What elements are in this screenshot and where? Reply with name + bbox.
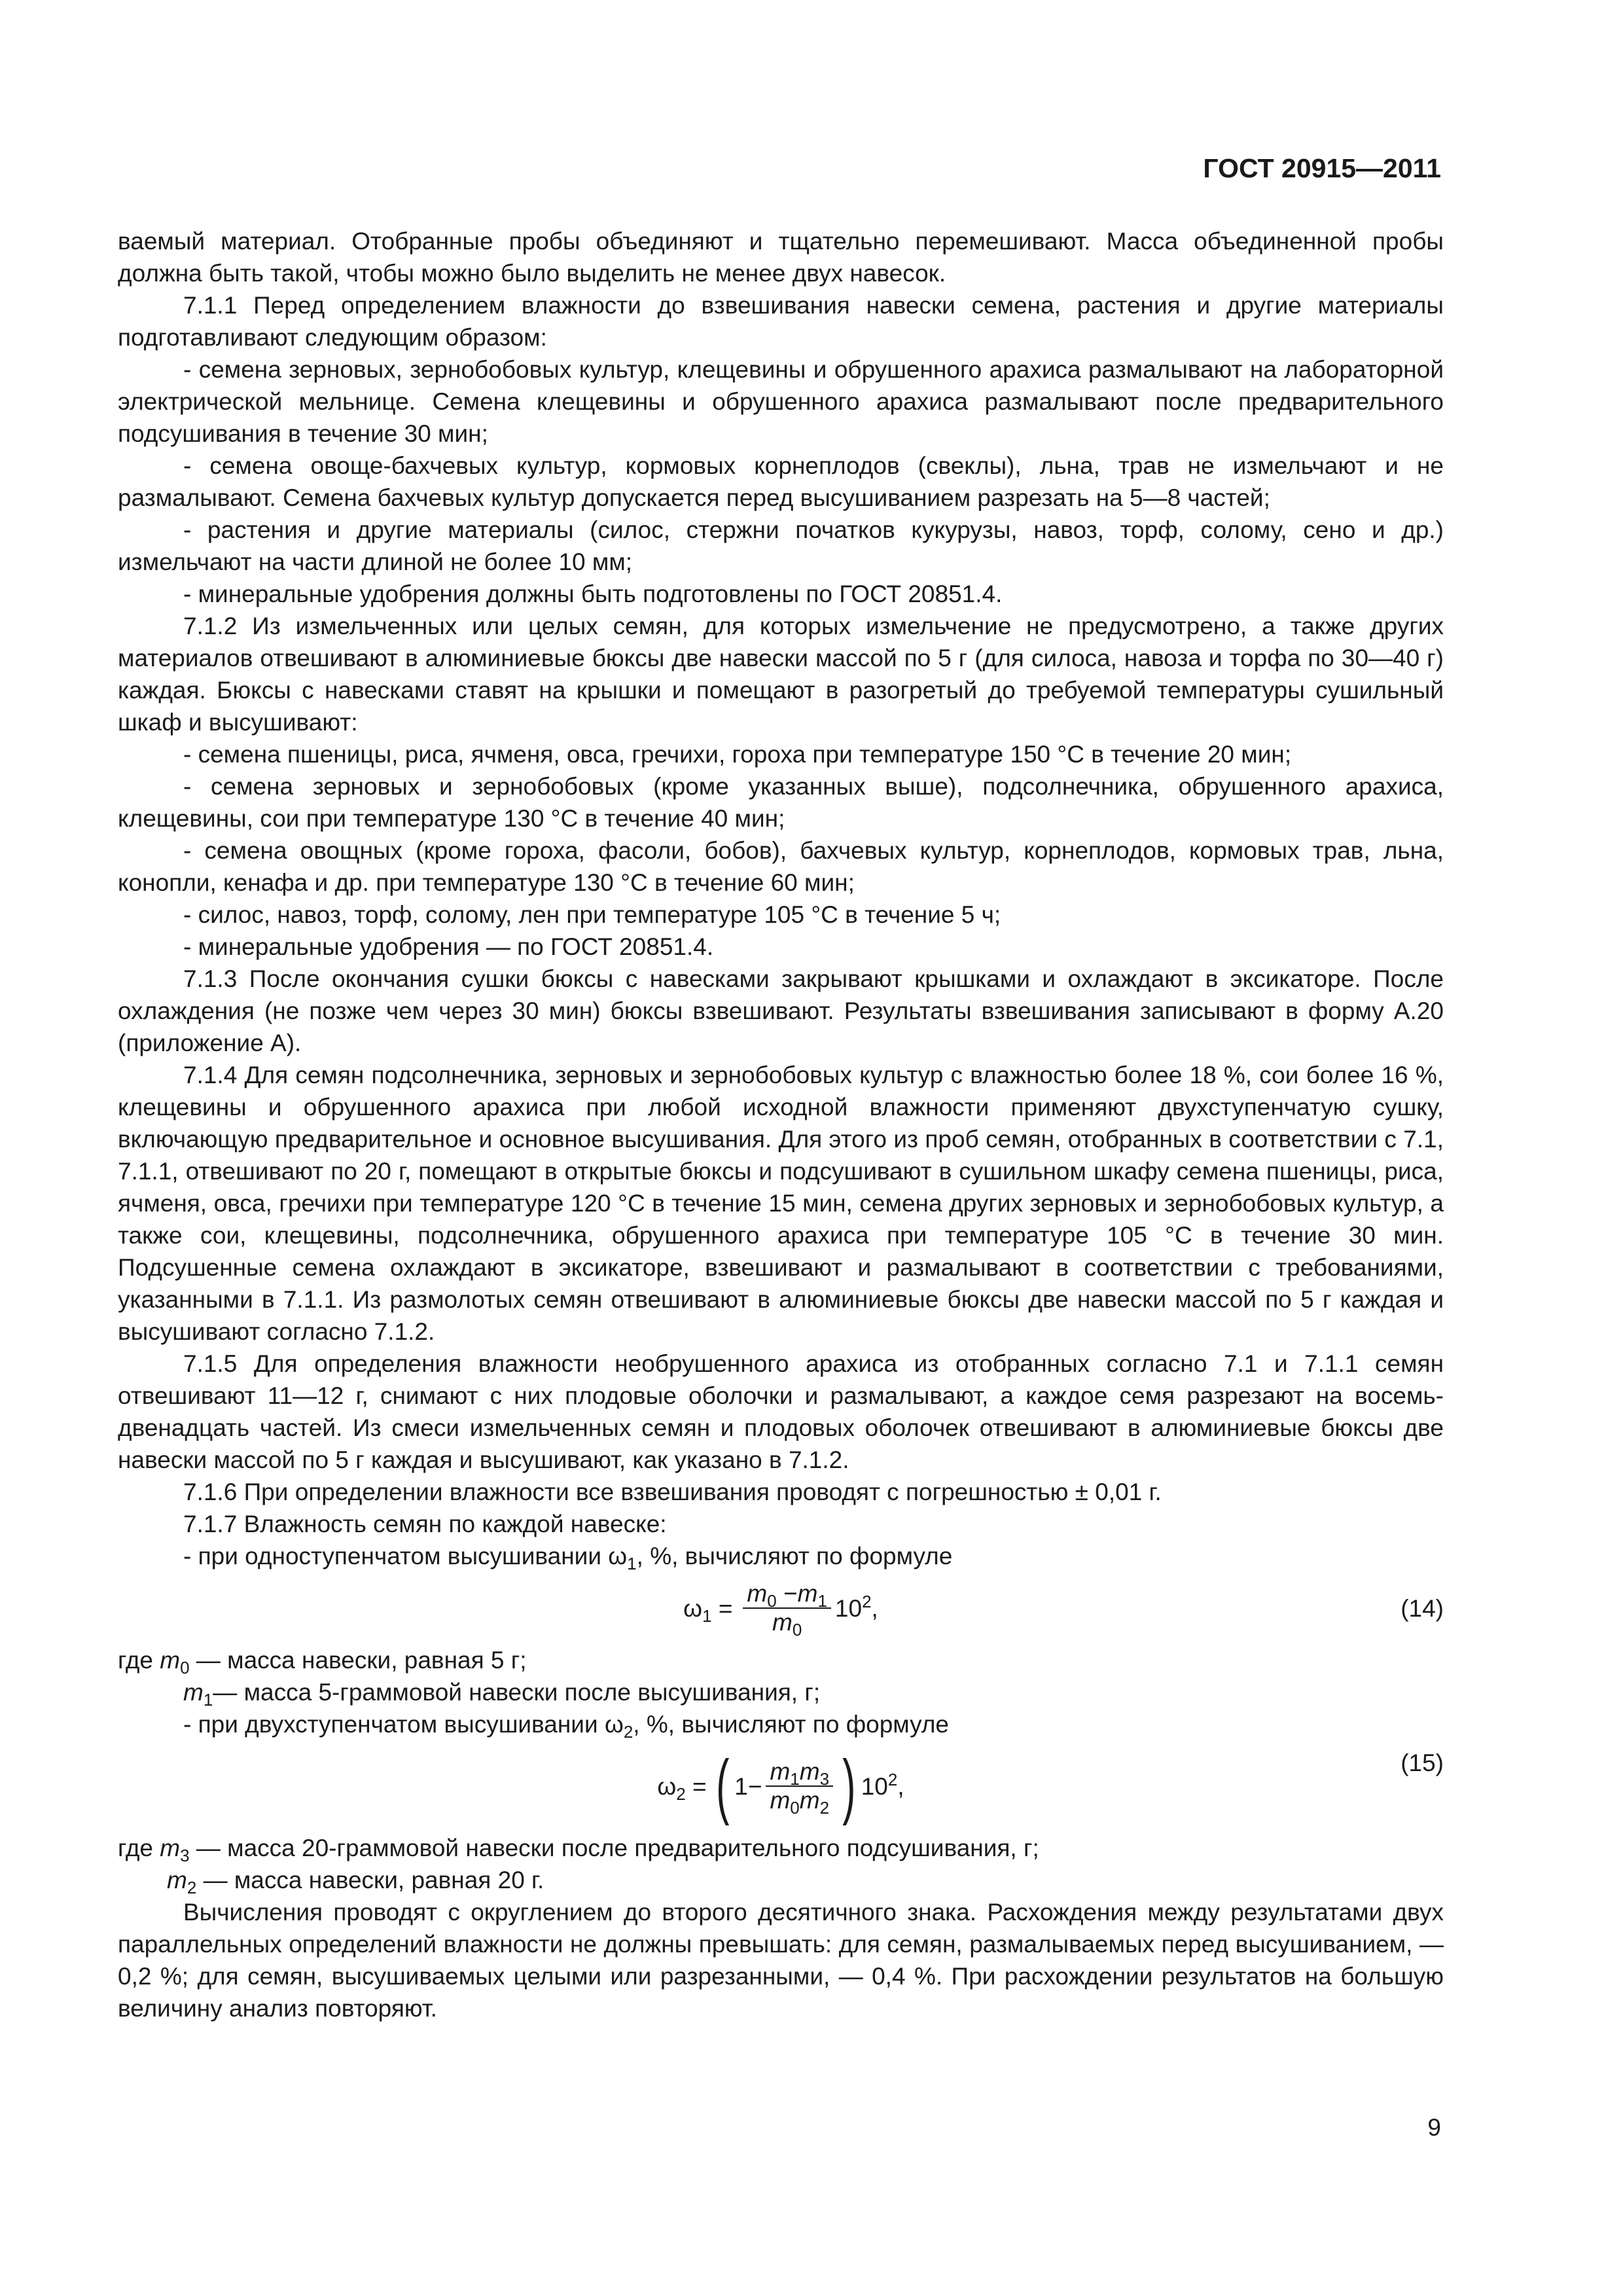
list-item: - при двухступенчатом высушивании $\omega_2$, %, вычисляют по формуле [183,1711,949,1742]
where-line: $m_1—$ масса 5-граммовой навески после высушивания, г; [183,1679,821,1710]
where-line: где $m_0$ — масса навески, равная 5 г; [118,1647,527,1677]
paragraph-7-1-5: 7.1.5 Для определения влажности необрушенного арахиса из отобранных согласно 7.1 и 7.1.1 семян отвешивают 11—12 г, снимают с них плодовые оболочки и размалывают, а каждое семя разрезают на восемь-двенадцать частей. Из смеси измельченных семян и плодовых оболочек отвешивают в алюминиевые бюксы две навески массой по 5 г каждая и высушивают, как указано в 7.1.2. [118,1350,1444,1473]
paragraph-7-1-6: 7.1.6 При определении влажности все взвешивания проводят с погрешностью ± 0,01 г. [183,1479,1162,1505]
document-header: ГОСТ 20915—2011 [1203,153,1441,183]
paragraph-7-1-4: 7.1.4 Для семян подсолнечника, зерновых и зернобобовых культур с влажностью более 18 %, сои более 16 %, клещевины и обрушенного арахиса при любой исходной влажности применяют двухступенчатую сушку, включающую предварительное и основное высушивания. Для этого из проб семян, отобранных в соответствии с 7.1, 7.1.1, отвешивают по 20 г, помещают в открытые бюксы и подсушивают в сушильном шкафу семена пшеницы, риса, ячменя, овса, гречихи при температуре 120 °С в течение 15 мин, семена других зерновых и зернобобовых культур, а также сои, клещевины, подсолнечника, обрушенного арахиса при температуре 105 °С в течение 30 мин. Подсушенные семена охлаждают в эксикаторе, взвешивают и размалывают в соответствии с требованиями, указанными в 7.1.1. Из размолотых семян отвешивают в алюминиевые бюксы две навески массой по 5 г каждая и высушивают согласно 7.1.2. [118,1062,1444,1345]
formula-number: (14) [1400,1594,1444,1622]
list-item: - семена пшеницы, риса, ячменя, овса, гречихи, гороха при температуре 150 °С в течение 20 мин; [183,741,1292,768]
formula-15: $\omega_2$ = ( 1− $\frac{m_1m_3}{m_0m_2}$ ) $10^2$, (15) [657,1746,1444,1826]
list-item: - силос, навоз, торф, солому, лен при температуре 105 °С в течение 5 ч; [183,901,1001,928]
fraction: $\frac{m_1m_3}{m_0m_2}$ [766,1758,833,1814]
paragraph: ваемый материал. Отобранные пробы объединяют и тщательно перемешивают. Масса объединенной пробы должна быть такой, чтобы можно было выделить не менее двух навесок. [118,228,1444,287]
where-line: где $m_3$ — масса 20-граммовой навески после предварительного подсушивания, г; [118,1835,1039,1865]
paragraph-7-1-1: 7.1.1 Перед определением влажности до взвешивания навески семена, растения и другие материалы подготавливают следующим образом: [118,292,1444,351]
fraction: $\frac{m_0 -m_1}{m_0}$ [743,1580,830,1636]
page-number: 9 [1427,2114,1441,2141]
paragraph-7-1-3: 7.1.3 После окончания сушки бюксы с навесками закрывают крышками и охлаждают в эксикаторе. После охлаждения (не позже чем через 30 мин) бюксы взвешивают. Результаты взвешивания записывают в форму А.20 (приложение А). [118,965,1444,1056]
where-line: $m_2$ — масса навески, равная 20 г. [167,1867,544,1897]
list-item: - семена зерновых, зернобобовых культур, клещевины и обрушенного арахиса размалывают на лабораторной электрической мельнице. Семена клещевины и обрушенного арахиса размалывают после предварительного подсушивания в течение 30 мин; [118,356,1444,447]
list-item: - семена зерновых и зернобобовых (кроме указанных выше), подсолнечника, обрушенного арахиса, клещевины, сои при температуре 130 °С в течение 40 мин; [118,773,1444,832]
list-item: - минеральные удобрения — по ГОСТ 20851.4. [183,933,714,960]
list-item: - семена овощных (кроме гороха, фасоли, бобов), бахчевых культур, корнеплодов, кормовых трав, льна, конопли, кенафа и др. при температуре 130 °С в течение 60 мин; [118,837,1444,896]
paragraph-7-1-7: 7.1.7 Влажность семян по каждой навеске: [183,1511,667,1537]
formula-number: (15) [1400,1749,1444,1776]
list-item: - минеральные удобрения должны быть подготовлены по ГОСТ 20851.4. [183,581,1003,607]
paragraph-final: Вычисления проводят с округлением до второго десятичного знака. Расхождения между результатами двух параллельных определений влажности не должны превышать: для семян, размалываемых перед высушиванием, — 0,2 %; для семян, высушиваемых целыми или разрезанными, — 0,4 %. При расхождении результатов на большую величину анализ повторяют. [118,1899,1444,2022]
formula-14: $\omega_1$ = $\frac{m_0 -m_1}{m_0}$ $10^2$, (14) [683,1580,1444,1640]
paragraph-7-1-2: 7.1.2 Из измельченных или целых семян, для которых измельчение не предусмотрено, а также других материалов отвешивают в алюминиевые бюксы две навески массой по 5 г (для силоса, навоза и торфа по 30—40 г) каждая. Бюксы с навесками ставят на крышки и помещают в разогретый до требуемой температуры сушильный шкаф и высушивают: [118,613,1444,736]
list-item: - семена овоще-бахчевых культур, кормовых корнеплодов (свеклы), льна, трав не измельчают и не размалывают. Семена бахчевых культур допускается перед высушиванием разрезать на 5—8 частей; [118,452,1444,511]
document-body [118,225,1444,2024]
list-item: - при одноступенчатом высушивании $\omega_1$, %, вычисляют по формуле [183,1543,953,1573]
list-item: - растения и другие материалы (силос, стержни початков кукурузы, навоз, торф, солому, сено и др.) измельчают на части длиной не более 10 мм; [118,516,1444,575]
